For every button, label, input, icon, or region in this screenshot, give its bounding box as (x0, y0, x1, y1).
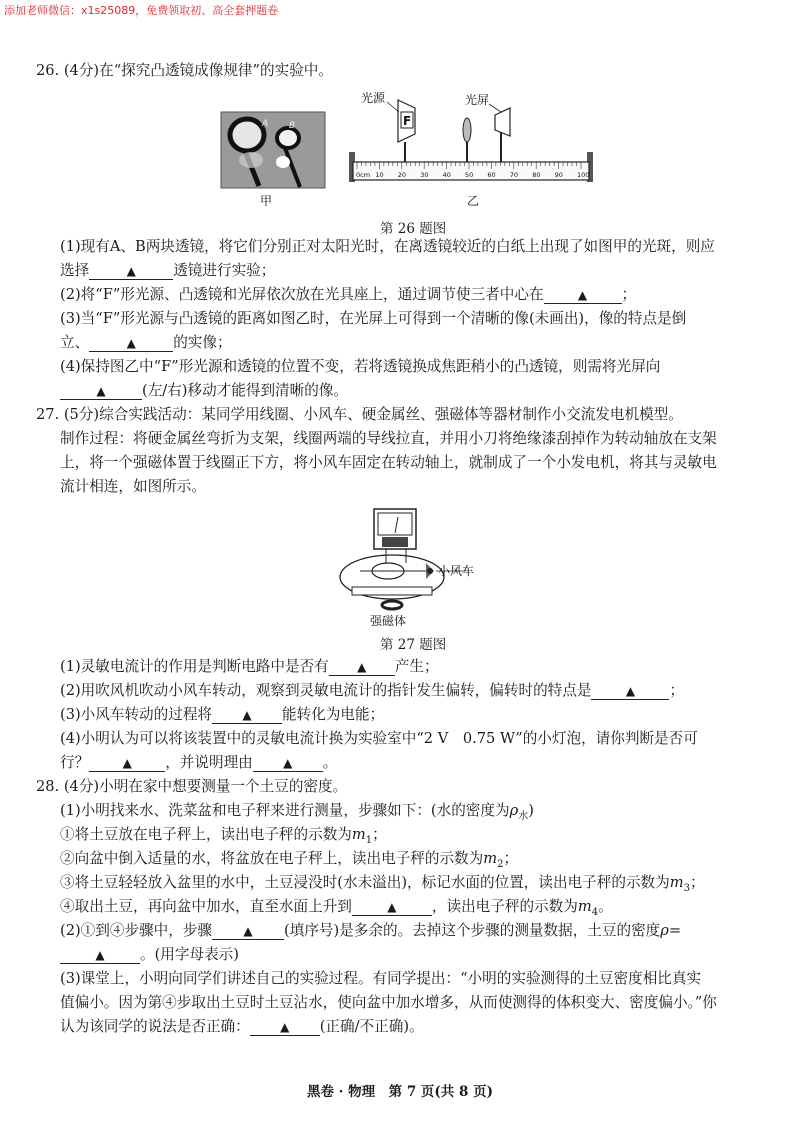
q28-step-3: ③将土豆轻轻放入盆里的水中，土豆浸没时(水未溢出)，标记水面的位置，读出电子秤的示数为$m_3$； (60, 874, 705, 894)
ruler-tick-label: 70 (509, 171, 519, 179)
ruler-tick-label: 20 (397, 171, 407, 179)
q27-p4b: 行？ ▲ ，并说明理由 ▲ 。 (60, 754, 338, 771)
q28-p1-intro: (1)小明找来水、洗菜盆和电子秤来进行测量，步骤如下：(水的密度为$\rho_水$) (60, 802, 534, 822)
page-footer: 黑卷 · 物理 第 7 页(共 8 页) (307, 1084, 493, 1100)
yi-label: 乙 (467, 194, 480, 208)
ruler-tick-label: 60 (487, 171, 496, 179)
ruler-tick-label: 40 (442, 171, 451, 179)
q27-p2: (2)用吹风机吹动小风车转动，观察到灵敏电流计的指针发生偏转，偏转时的特点是 ▲ ； (60, 682, 685, 699)
lens-b-label: B (289, 121, 296, 131)
screen-label: 光屏 (465, 93, 490, 107)
q27-p3: (3)小风车转动的过程将 ▲ 能转化为电能； (60, 706, 385, 723)
q27-figure (330, 505, 500, 630)
q27-answer-blank-3[interactable]: ▲ (212, 708, 282, 724)
lens-a-label: A (262, 119, 269, 129)
ruler-tick-label: 50 (465, 171, 474, 179)
q28-stem: 28. (4分)小明在家中想要测量一个土豆的密度。 (36, 778, 348, 795)
q28-p3b: 值偏小。因为第④步取出土豆时土豆沾水，使向盆中加水增多，从而使测得的体积变大、密度偏小。”你 (60, 994, 717, 1011)
q27-caption: 第 27 题图 (380, 637, 447, 653)
windmill-label: 小风车 (438, 564, 475, 578)
q26-p2: (2)将“F”形光源、凸透镜和光屏依次放在光具座上，通过调节使三者中心在 ▲ ； (60, 286, 637, 303)
q26-p1b: 选择 ▲ 透镜进行实验； (60, 262, 276, 279)
q26-p1a: (1)现有A、B两块透镜，将它们分别正对太阳光时，在离透镜较近的白纸上出现了如图甲的光斑，则应 (60, 238, 715, 255)
watermark-text: 添加老师微信：x1s25089，免费领取初、高全套押题卷 (4, 4, 279, 17)
ruler-tick-label: 30 (420, 171, 429, 179)
q28-answer-blank-1[interactable]: ▲ (352, 900, 432, 916)
q26-p3b: 立、 ▲ 的实像； (60, 334, 232, 351)
q26-answer-blank-3[interactable]: ▲ (89, 336, 173, 352)
light-source-label: 光源 (361, 91, 386, 105)
q28-answer-blank-4[interactable]: ▲ (250, 1020, 320, 1036)
q26-figure (215, 90, 615, 215)
q27-p1: (1)灵敏电流计的作用是判断电路中是否有 ▲ 产生； (60, 658, 439, 675)
q27-stem: 27. (5分)综合实践活动：某同学用线圈、小风车、硬金属丝、强磁体等器材制作小交流发电机模型。 (36, 406, 683, 423)
ruler-tick-label: 100 (577, 171, 590, 179)
q26-p4b: ▲ (左/右)移动才能得到清晰的像。 (60, 380, 780, 402)
q28-p2a: (2)①到④步骤中，步骤 ▲ (填序号)是多余的。去掉这个步骤的测量数据，土豆的密度ρ= (60, 922, 682, 939)
q28-p3c: 认为该同学的说法是否正确： ▲ (正确/不正确)。 (60, 1018, 424, 1035)
q28-p3a: (3)课堂上，小明向同学们讲述自己的实验过程。有同学提出：“小明的实验测得的土豆密度相比真实 (60, 970, 702, 987)
ruler-tick-label: 10 (375, 171, 384, 179)
q27-d2: 上，将一个强磁体置于线圈正下方，将小风车固定在转动轴上，就制成了一个小发电机，将其与灵敏电 (60, 454, 717, 471)
q26-caption: 第 26 题图 (380, 221, 447, 237)
ruler-tick-label: 90 (554, 171, 563, 179)
q27-answer-blank-1[interactable]: ▲ (329, 660, 395, 676)
q26-answer-blank-1[interactable]: ▲ (89, 264, 173, 280)
q27-answer-blank-5[interactable]: ▲ (253, 756, 323, 772)
q26-p3a: (3)当“F”形光源与凸透镜的距离如图乙时，在光屏上可得到一个清晰的像(未画出)，像的特点是倒 (60, 310, 687, 327)
q26-answer-blank-2[interactable]: ▲ (544, 288, 622, 304)
q27-answer-blank-4[interactable]: ▲ (89, 756, 165, 772)
q28-answer-blank-3[interactable]: ▲ (60, 948, 140, 964)
q26-p4a: (4)保持图乙中“F”形光源和透镜的位置不变，若将透镜换成焦距稍小的凸透镜，则需将光屏向 (60, 358, 661, 375)
q26-answer-blank-4[interactable]: ▲ (60, 384, 142, 400)
ruler-tick-label: 80 (532, 171, 541, 179)
q28-answer-blank-2[interactable]: ▲ (212, 924, 284, 940)
jia-label: 甲 (260, 194, 273, 208)
q28-step-2: ②向盆中倒入适量的水，将盆放在电子秤上，读出电子秤的示数为$m_2$； (60, 850, 519, 870)
q27-p4a: (4)小明认为可以将该装置中的灵敏电流计换为实验室中“2 V 0.75 W”的小灯泡，请你判断是否可 (60, 730, 698, 747)
f-letter: F (403, 114, 412, 128)
q27-d3: 流计相连，如图所示。 (60, 478, 206, 495)
q28-p2b: ▲ 。(用字母表示) (60, 944, 780, 966)
q28-step-4: ④取出土豆，再向盆中加水，直至水面上升到 ▲ ，读出电子秤的示数为$m_4$。 (60, 898, 613, 918)
q26-stem: 26. (4分)在“探究凸透镜成像规律”的实验中。 (36, 62, 333, 79)
q27-d1: 制作过程：将硬金属丝弯折为支架，线圈两端的导线拉直，并用小刀将绝缘漆刮掉作为转动轴放在支架 (60, 430, 717, 447)
q27-answer-blank-2[interactable]: ▲ (591, 684, 669, 700)
q28-step-1: ①将土豆放在电子秤上，读出电子秤的示数为$m_1$； (60, 826, 387, 846)
ruler-tick-label: 0cm (356, 171, 371, 179)
magnet-label: 强磁体 (370, 614, 407, 628)
